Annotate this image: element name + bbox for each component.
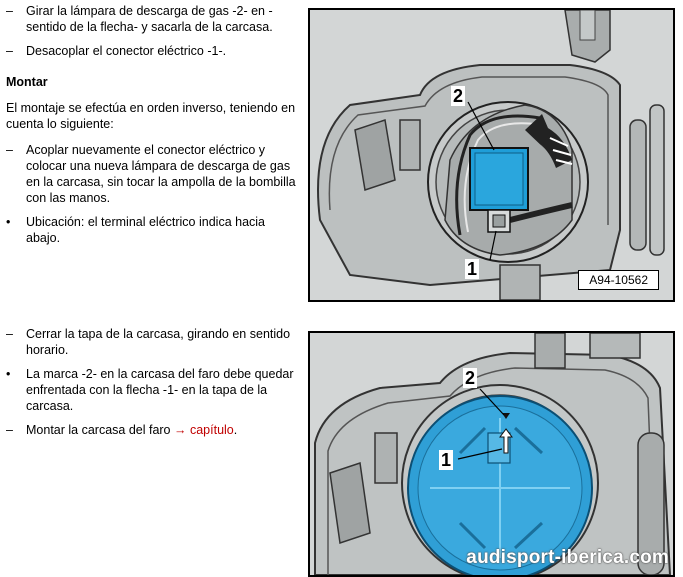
headlight-illustration-removal [310, 10, 673, 300]
callout-1: 1 [467, 259, 478, 279]
install-intro: El montaje se efectúa en orden inverso, teniendo en cuenta lo siguiente: [6, 101, 296, 131]
chapter-link[interactable]: → capítulo [174, 423, 234, 437]
callout-2: 2 [453, 86, 464, 106]
step-text: Girar la lámpara de descarga de gas -2- en -sentido de la flecha- y sacarla de la carcasa. [26, 4, 273, 34]
dash-marker: – [6, 327, 13, 341]
step-connect-lamp [6, 142, 298, 206]
closing-steps [6, 326, 298, 438]
step-disconnect-connector [6, 43, 298, 59]
step-text-end: . [233, 423, 238, 437]
step-close-cover [6, 326, 298, 358]
note-text: La marca -2- en la carcasa del faro debe quedar enfrentada con la flecha -1- en la tapa de la carcasa. [26, 367, 294, 413]
watermark: audisport-iberica.com [466, 547, 669, 568]
dash-marker: – [6, 423, 13, 437]
dash-marker: – [6, 4, 13, 18]
note-text: Ubicación: el terminal eléctrico indica hacia abajo. [26, 215, 266, 245]
callout-2: 2 [465, 368, 476, 388]
figure-id-label: A94-10562 [578, 270, 659, 290]
step-text: Acoplar nuevamente el conector eléctrico y colocar una nueva lámpara de descarga de gas en la carcasa, sin tocar la ampolla de la bombilla con las manos. [26, 143, 296, 205]
figure-lamp-removal [308, 8, 675, 302]
removal-steps [6, 3, 298, 59]
bullet-marker: • [6, 367, 11, 381]
headlight-illustration-cover [310, 333, 673, 575]
section-heading: Montar [6, 75, 48, 89]
callout-1: 1 [441, 450, 452, 470]
step-rotate-lamp [6, 3, 298, 35]
install-section [6, 74, 298, 246]
step-text: Desacoplar el conector eléctrico -1-. [26, 44, 227, 58]
dash-marker: – [6, 143, 13, 157]
bullet-marker: • [6, 215, 11, 229]
note-terminal-location [6, 214, 298, 246]
step-text: Montar la carcasa del faro [26, 423, 174, 437]
note-mark-alignment [6, 366, 298, 414]
step-mount-headlight [6, 422, 298, 438]
step-text: Cerrar la tapa de la carcasa, girando en sentido horario. [26, 327, 291, 357]
figure-cover-closing [308, 331, 675, 577]
dash-marker: – [6, 44, 13, 58]
